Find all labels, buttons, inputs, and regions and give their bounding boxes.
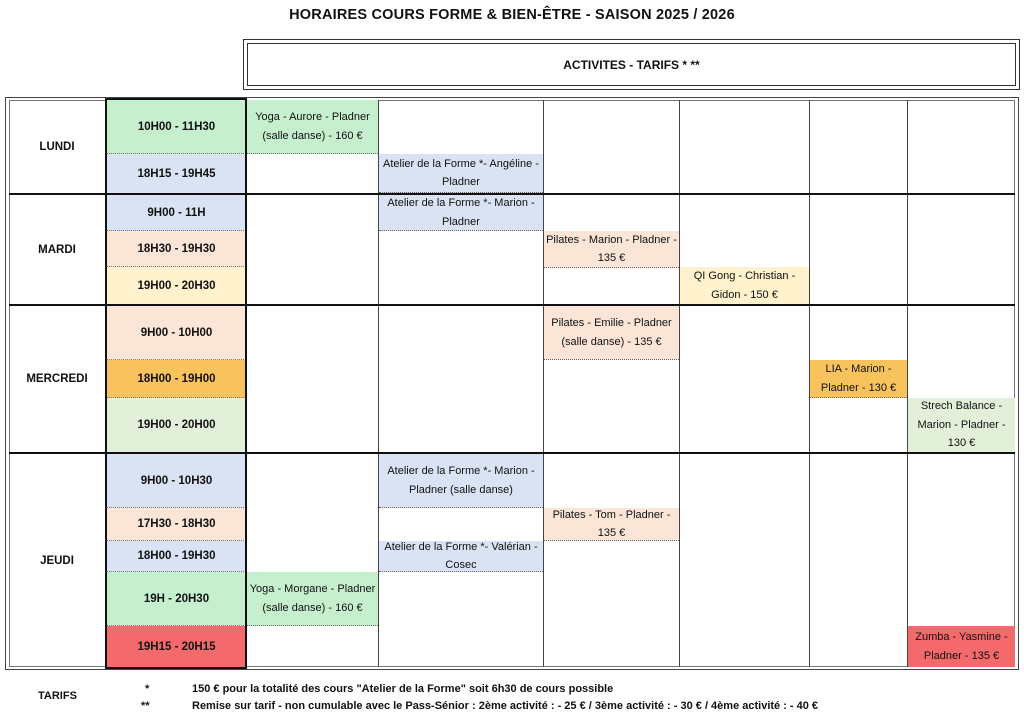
time-slot: 18H30 - 19H30	[107, 231, 246, 267]
activity-cell	[908, 398, 1015, 452]
activity-label: Atelier de la Forme *- Angéline - Pladner	[383, 157, 539, 188]
activity-cell	[379, 454, 543, 508]
activity-cell	[544, 508, 679, 541]
activity-cell	[908, 626, 1015, 667]
activity-cell	[379, 154, 543, 193]
activity-label: Atelier de la Forme *- Marion - Pladner	[387, 197, 535, 228]
day-label-lundi: LUNDI	[39, 140, 75, 153]
time-slot: 19H00 - 20H30	[107, 267, 246, 304]
activity-cell	[247, 100, 378, 154]
time-slot: 10H00 - 11H30	[107, 100, 246, 154]
time-slot: 19H15 - 20H15	[107, 626, 246, 667]
time-slot: 18H00 - 19H30	[107, 541, 246, 572]
activity-label: Zumba - Yasmine - Pladner - 135 €	[915, 631, 1008, 662]
time-slot: 17H30 - 18H30	[107, 508, 246, 541]
col-divider	[679, 100, 680, 667]
time-slot: 18H00 - 19H00	[107, 360, 246, 398]
activity-cell	[544, 231, 679, 268]
page-title: HORAIRES COURS FORME & BIEN-ÊTRE - SAISON 2025 / 2026	[289, 7, 735, 23]
time-slot: 19H - 20H30	[107, 572, 246, 626]
footnote-text: Remise sur tarif - non cumulable avec le Pass-Sénior : 2ème activité : - 25 € / 3ème activité : - 30 € / 4ème activité : - 40 €	[192, 700, 819, 712]
activity-label: Yoga - Aurore - Pladner (salle danse) - 160 €	[255, 111, 370, 142]
activity-label: LIA - Marion - Pladner - 130 €	[820, 363, 897, 394]
day-label-jeudi: JEUDI	[40, 554, 74, 567]
activity-label: Atelier de la Forme *- Marion - Pladner (salle danse)	[387, 465, 535, 496]
footnote-text: 150 € pour la totalité des cours "Atelier de la Forme" soit 6h30 de cours possible	[192, 683, 614, 695]
activity-label: Pilates - Tom - Pladner - 135 €	[552, 508, 671, 539]
activity-label: Atelier de la Forme *- Valérian - Cosec	[384, 540, 538, 571]
time-slot: 9H00 - 10H00	[107, 306, 246, 360]
day-label-mardi: MARDI	[38, 243, 76, 256]
time-slot: 9H00 - 10H30	[107, 454, 246, 508]
day-label-mercredi: MERCREDI	[26, 373, 88, 385]
header-label: ACTIVITES - TARIFS * **	[247, 43, 1016, 86]
activity-label: QI Gong - Christian - Gidon - 150 €	[693, 270, 796, 301]
time-slot: 19H00 - 20H00	[107, 398, 246, 452]
time-slot: 9H00 - 11H	[107, 195, 246, 231]
activity-label: Strech Balance - Marion - Pladner - 130 €	[917, 400, 1006, 450]
footnote-mark: **	[141, 700, 150, 712]
activity-label: Yoga - Morgane - Pladner (salle danse) - 160 €	[249, 583, 376, 614]
col-divider	[907, 100, 908, 667]
activity-cell	[680, 267, 809, 304]
activity-cell	[810, 360, 907, 398]
footnote-mark: *	[145, 683, 150, 695]
activity-label: Pilates - Marion - Pladner - 135 €	[546, 233, 677, 264]
activity-cell	[544, 306, 679, 360]
tarifs-label: TARIFS	[38, 690, 77, 702]
activity-cell	[379, 541, 543, 572]
time-slot: 18H15 - 19H45	[107, 154, 246, 193]
activity-cell	[247, 572, 378, 626]
col-divider	[543, 100, 544, 667]
time-column-frame	[105, 98, 247, 669]
activity-label: Pilates - Emilie - Pladner (salle danse) - 135 €	[551, 317, 672, 348]
activity-cell	[379, 195, 543, 231]
